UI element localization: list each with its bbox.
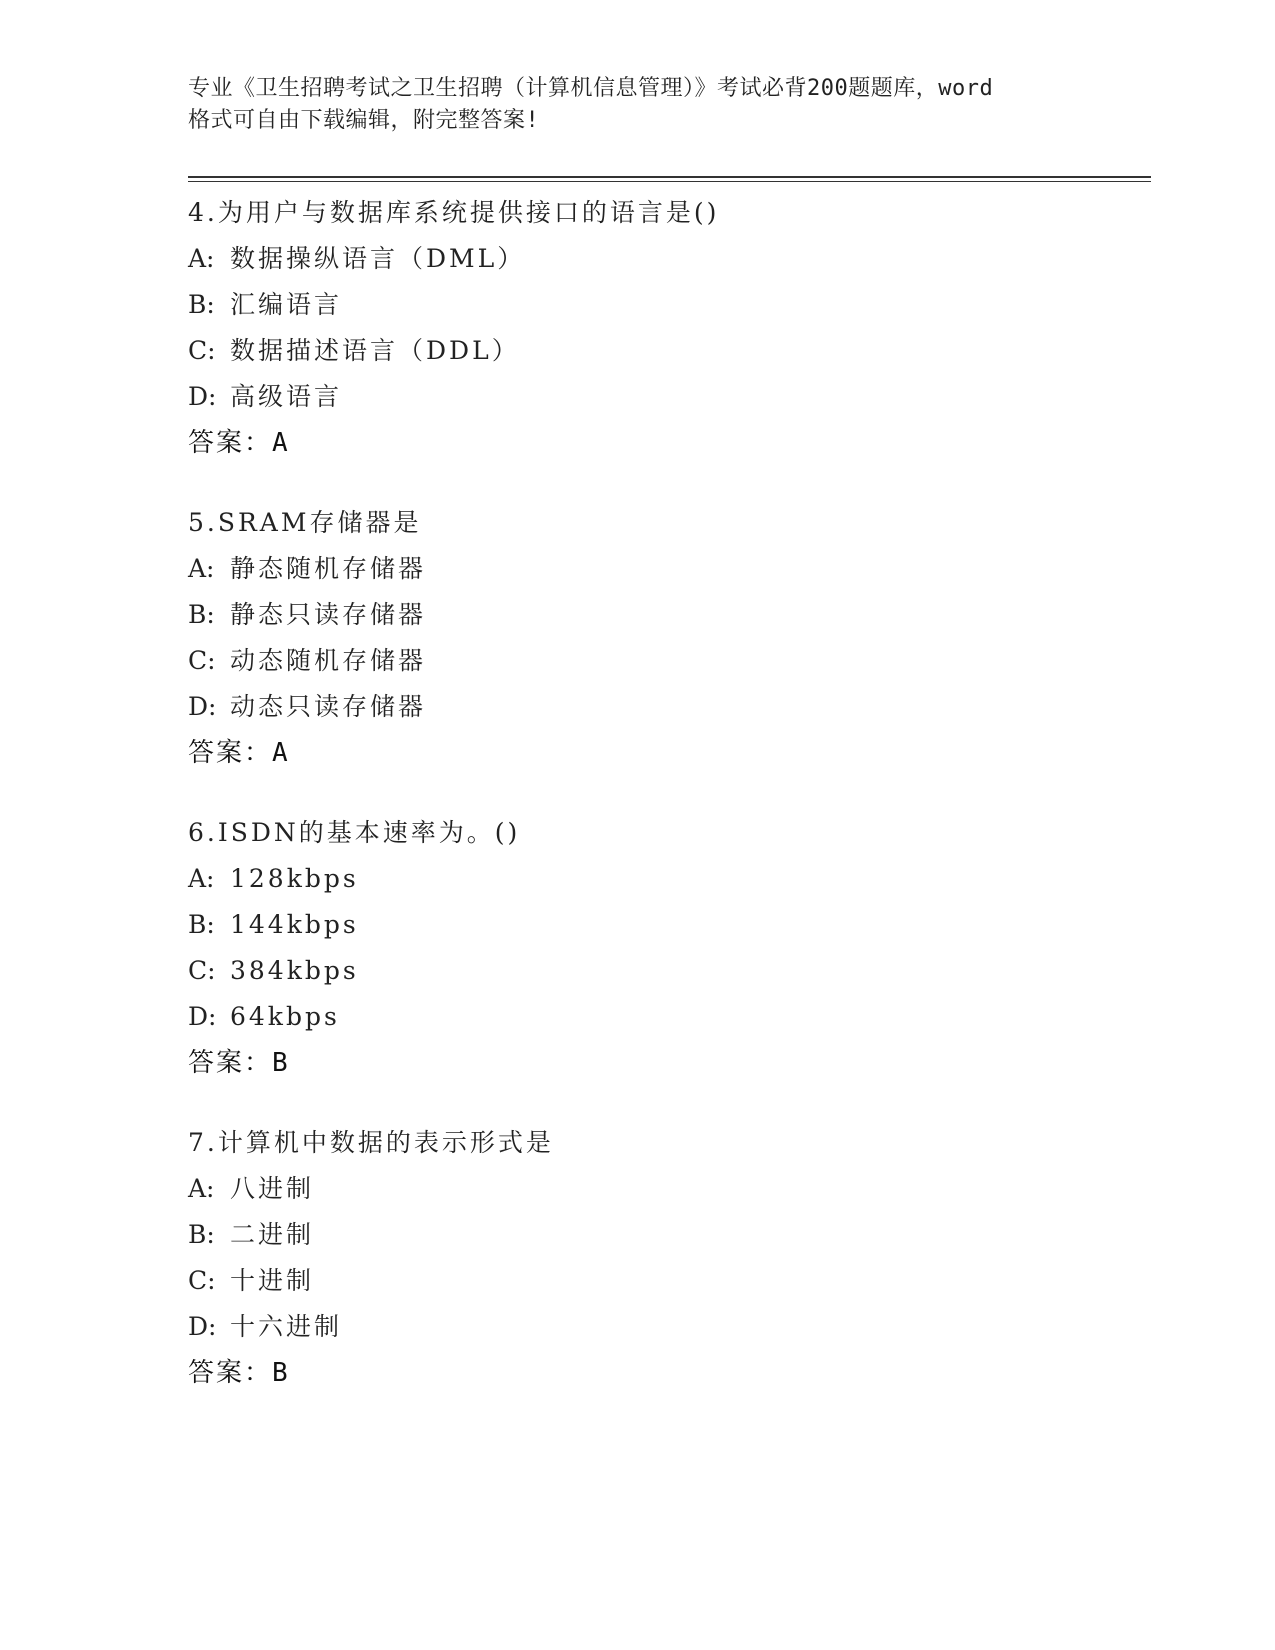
option-label: D: [188,1002,217,1031]
question-stem: 7.计算机中数据的表示形式是 [188,1128,554,1157]
option-a [188,236,1148,282]
document-header [188,73,1098,137]
option-text: 动态随机存储器 [230,646,427,675]
option-label: A: [188,244,215,273]
option-d [188,994,1148,1040]
question-block [188,500,1148,776]
option-b [188,1212,1148,1258]
option-label: A: [188,554,215,583]
option-b [188,592,1148,638]
option-b [188,282,1148,328]
option-label: A: [188,864,215,893]
option-text: 64kbps [230,1002,340,1031]
question-stem: 5.SRAM存储器是 [188,508,422,537]
option-a [188,856,1148,902]
option-label: C: [188,336,216,365]
option-c [188,638,1148,684]
option-text: 高级语言 [230,382,343,411]
option-a [188,1166,1148,1212]
question-stem: 6.ISDN的基本速率为。() [188,818,521,847]
option-d [188,684,1148,730]
option-text: 静态随机存储器 [230,554,427,583]
option-label: D: [188,382,217,411]
option-label: B: [188,290,215,319]
option-label: B: [188,910,215,939]
option-text: 十进制 [230,1266,315,1295]
option-text: 静态只读存储器 [230,600,427,629]
question-stem: 4.为用户与数据库系统提供接口的语言是() [188,198,720,227]
question-list [188,190,1148,1430]
option-label: C: [188,956,216,985]
option-text: 144kbps [230,910,359,939]
option-text: 数据操纵语言（DML） [230,244,526,273]
option-label: D: [188,692,217,721]
header-line-2: 格式可自由下载编辑，附完整答案! [188,108,540,133]
option-text: 动态只读存储器 [230,692,427,721]
option-c [188,1258,1148,1304]
option-a [188,546,1148,592]
option-c [188,948,1148,994]
option-text: 汇编语言 [230,290,343,319]
option-label: C: [188,1266,216,1295]
option-text: 十六进制 [230,1312,343,1341]
option-d [188,1304,1148,1350]
option-label: A: [188,1174,215,1203]
option-label: D: [188,1312,217,1341]
question-block [188,810,1148,1086]
header-divider [188,176,1151,182]
option-text: 384kbps [230,956,359,985]
option-c [188,328,1148,374]
option-b [188,902,1148,948]
answer-line: 答案：A [188,738,290,768]
option-label: B: [188,1220,215,1249]
option-text: 二进制 [230,1220,315,1249]
option-text: 128kbps [230,864,359,893]
header-line-1: 专业《卫生招聘考试之卫生招聘（计算机信息管理）》考试必背200题题库，word [188,76,994,101]
answer-line: 答案：B [188,1048,290,1078]
question-block [188,1120,1148,1396]
question-block [188,190,1148,466]
option-text: 八进制 [230,1174,315,1203]
option-label: B: [188,600,215,629]
option-label: C: [188,646,216,675]
answer-line: 答案：A [188,428,290,458]
option-d [188,374,1148,420]
answer-line: 答案：B [188,1358,290,1388]
option-text: 数据描述语言（DDL） [230,336,520,365]
